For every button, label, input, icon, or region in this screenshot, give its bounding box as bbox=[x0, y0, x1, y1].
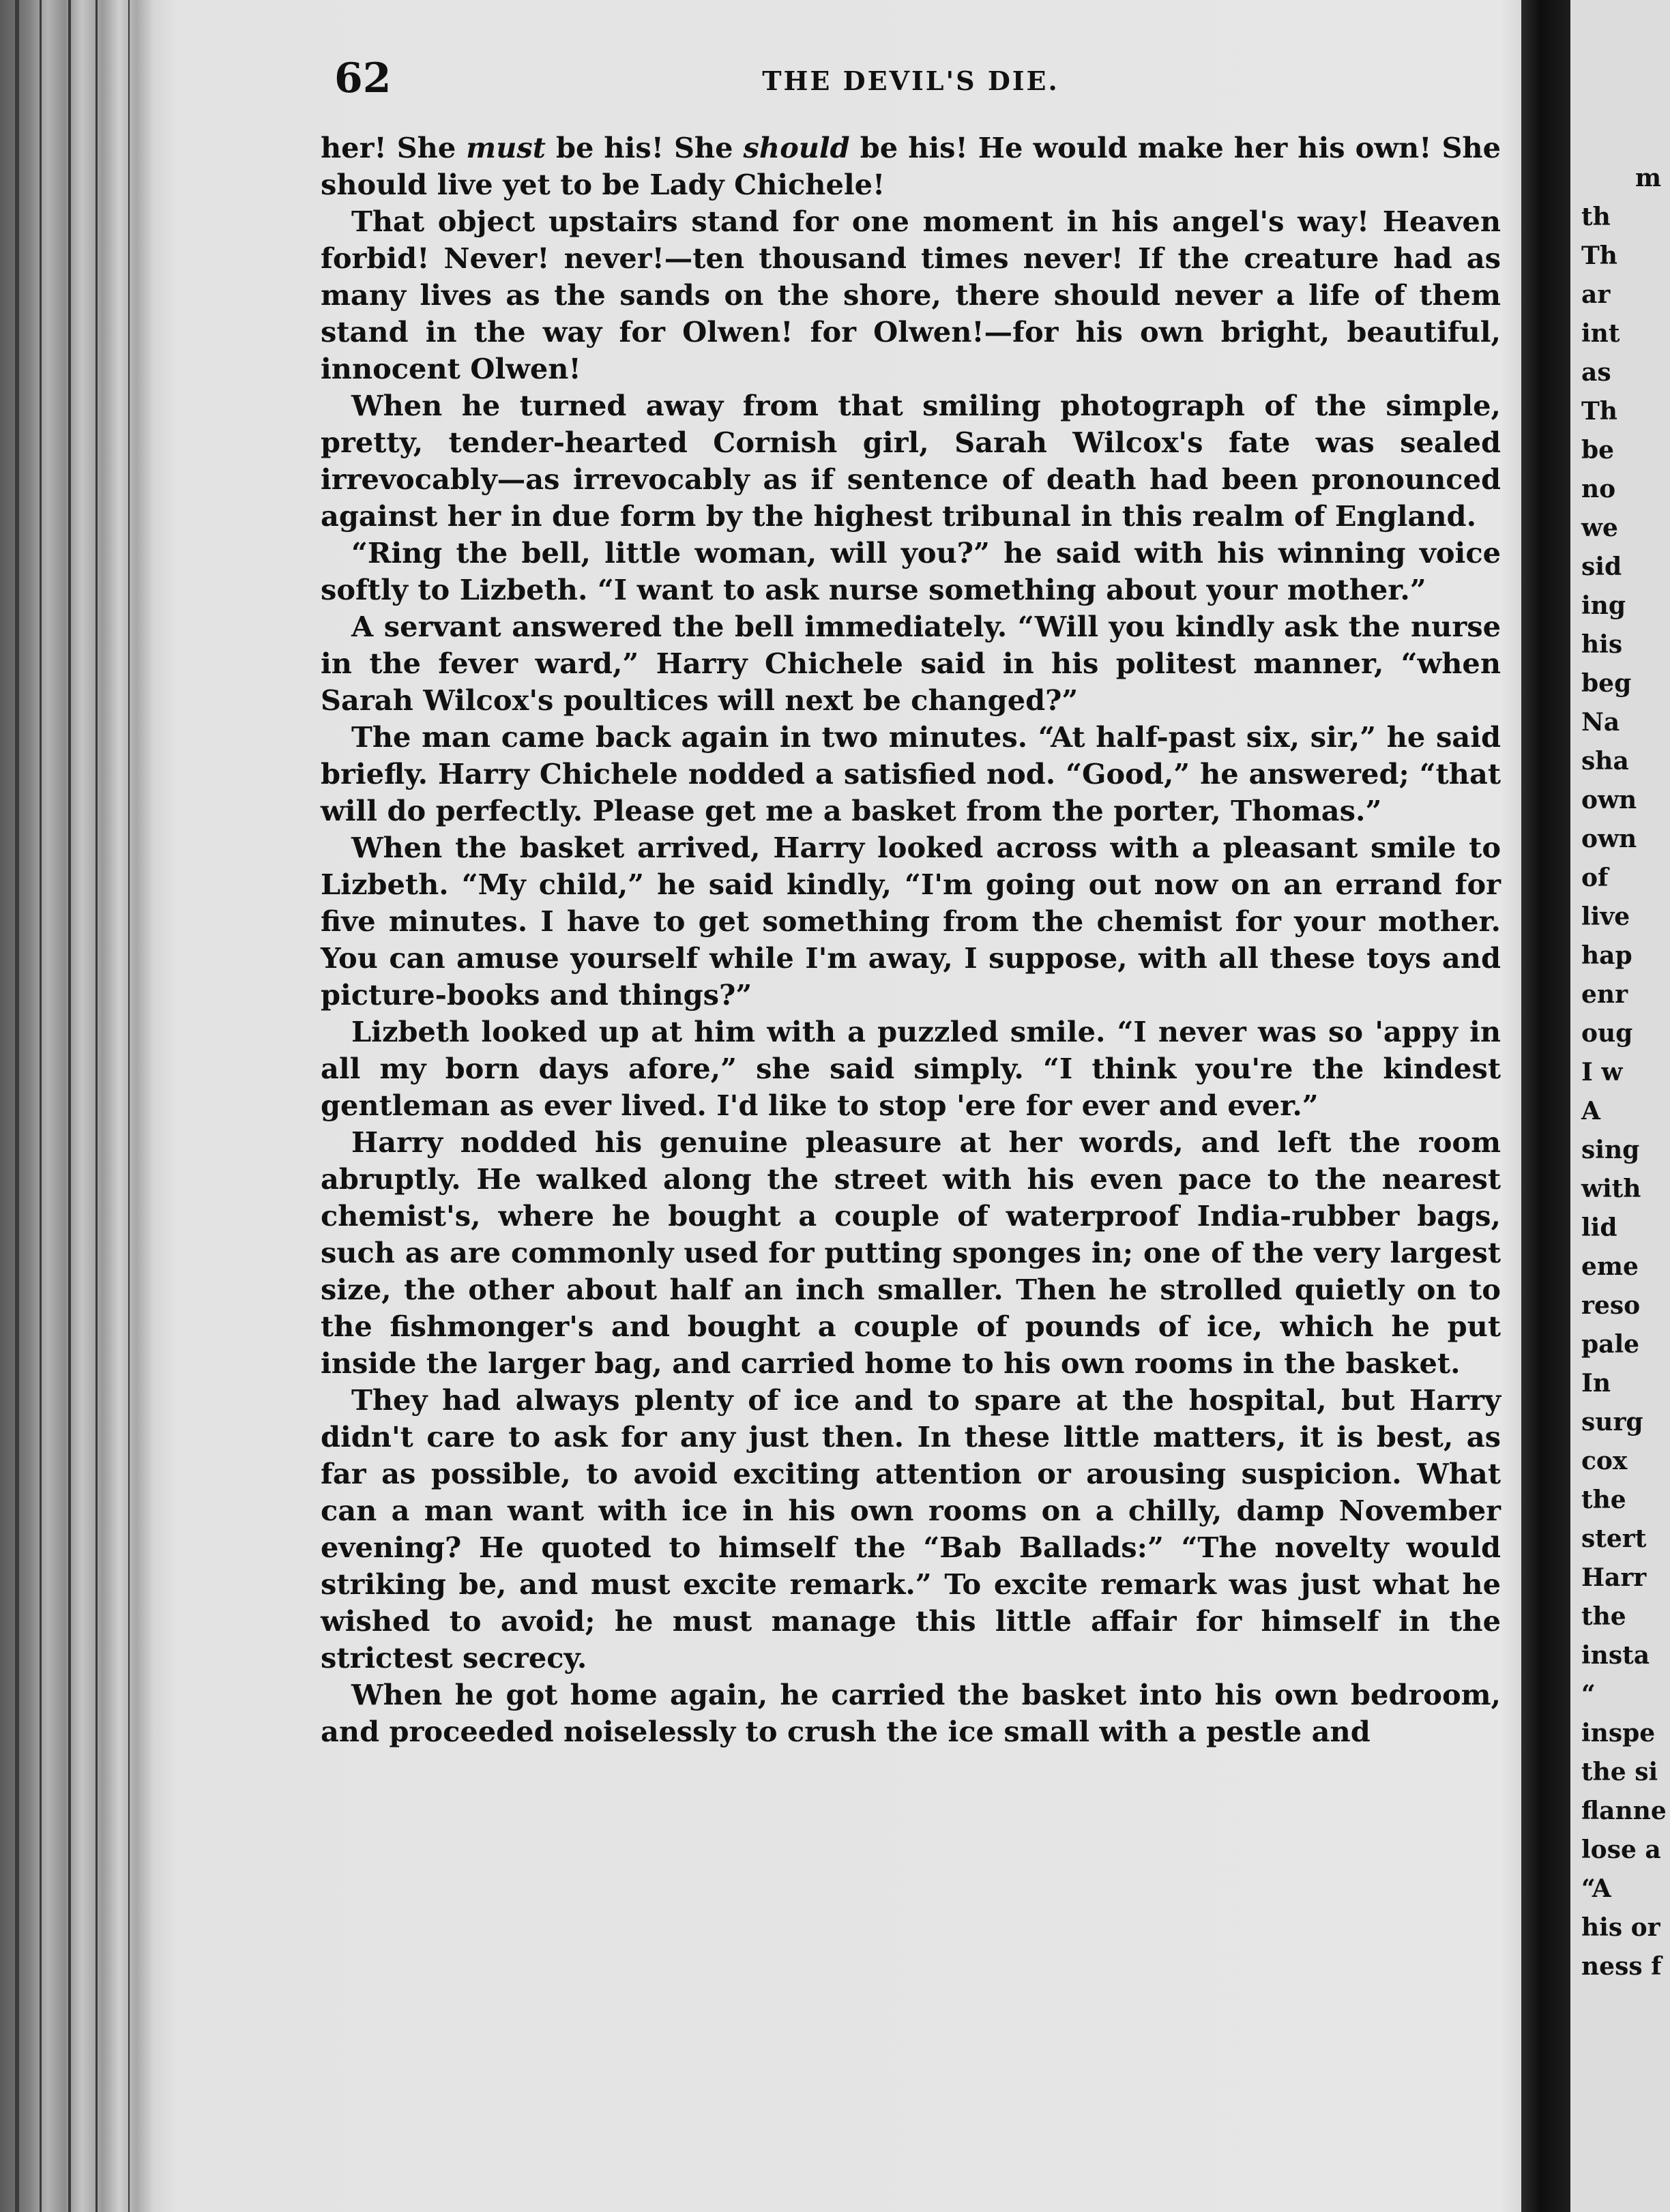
next-page-fragment: stert bbox=[1581, 1524, 1647, 1553]
next-page-fragment: no bbox=[1581, 475, 1616, 503]
paragraph: When he turned away from that smiling photograph of the simple, pretty, tender-hearted Cornish girl, Sarah Wilcox's fate was sealed irrevocably—as irrevocably as if sentence of death had been pronounced against her in due form by the highest tribunal in this realm of England. bbox=[321, 389, 1501, 533]
paragraph: They had always plenty of ice and to spare at the hospital, but Harry didn't care to ask for any just then. In these little matters, it is best, as far as possible, to avoid exciting attention or arousing suspicion. What can a man want with ice in his own rooms on a chilly, damp November evening? He quoted to himself the “Bab Ballads:” “The novelty would striking be, and must excite remark.” To excite remark was just what he wished to avoid; he must manage this little affair for himself in the strictest secrecy. bbox=[321, 1383, 1501, 1675]
next-page-fragment: the bbox=[1581, 1486, 1626, 1514]
next-page-fragment: lid bbox=[1581, 1213, 1617, 1242]
next-page-fragment: oug bbox=[1581, 1019, 1633, 1048]
next-page-fragment: surg bbox=[1581, 1408, 1643, 1436]
paragraph: her! She must be his! She should be his! He would make her his own! She should live yet to be Lady Chichele! bbox=[321, 131, 1501, 201]
next-page-fragment: we bbox=[1581, 514, 1618, 542]
next-page-edge bbox=[1570, 0, 1670, 2212]
paragraph: That object upstairs stand for one moment in his angel's way! Heaven forbid! Never! never!—ten thousand times never! If the creature had as many lives as the sands on the shore, there should never a life of them stand in the way for Olwen! for Olwen!—for his own bright, beautiful, innocent Olwen! bbox=[321, 205, 1501, 385]
paragraph: Lizbeth looked up at him with a puzzled smile. “I never was so 'appy in all my born days afore,” she said simply. “I think you're the kindest gentleman as ever lived. I'd like to stop 'ere for ever and ever.” bbox=[321, 1015, 1501, 1122]
next-page-fragment: with bbox=[1581, 1175, 1641, 1203]
next-page-fragment: ness f bbox=[1581, 1952, 1662, 1981]
next-page-fragment: the si bbox=[1581, 1758, 1658, 1786]
next-page-fragment: flanne bbox=[1581, 1797, 1667, 1825]
next-page-fragment: cox bbox=[1581, 1447, 1628, 1475]
spine-edge-line bbox=[128, 0, 130, 2212]
spine-edge-line bbox=[40, 0, 42, 2212]
next-page-fragment: th bbox=[1581, 203, 1611, 231]
paragraph: When the basket arrived, Harry looked across with a pleasant smile to Lizbeth. “My child,” he said kindly, “I'm going out now on an errand for five minutes. I have to get something from the chemist for your mother. You can amuse yourself while I'm away, I suppose, with all these toys and picture-books and things?” bbox=[321, 831, 1501, 1012]
spine-edge-line bbox=[68, 0, 71, 2212]
paragraph: “Ring the bell, little woman, will you?” he said with his winning voice softly to Lizbeth. “I want to ask nurse something about your mother.” bbox=[321, 536, 1501, 606]
next-page-fragment: “ bbox=[1581, 1680, 1596, 1709]
paragraph: A servant answered the bell immediately. “Will you kindly ask the nurse in the fever ward,” Harry Chichele said in his politest manner, “when Sarah Wilcox's poultices will next be changed?” bbox=[321, 610, 1501, 717]
next-page-fragment: sid bbox=[1581, 552, 1622, 581]
next-page-fragment: sing bbox=[1581, 1136, 1640, 1164]
next-page-fragment: ing bbox=[1581, 591, 1626, 620]
next-page-fragment: inspe bbox=[1581, 1719, 1656, 1748]
next-page-fragment: of bbox=[1581, 864, 1609, 892]
next-page-fragment: int bbox=[1581, 319, 1620, 348]
next-page-fragment: enr bbox=[1581, 980, 1628, 1009]
next-page-fragment: hap bbox=[1581, 941, 1632, 970]
next-page-fragment: own bbox=[1581, 825, 1637, 853]
running-title: THE DEVIL'S DIE. bbox=[762, 65, 1059, 96]
next-page-fragment: Th bbox=[1581, 397, 1617, 426]
page-number: 62 bbox=[334, 55, 392, 102]
next-page-fragment: live bbox=[1581, 902, 1630, 931]
next-page-fragment: m bbox=[1635, 164, 1662, 192]
spine-edge-line bbox=[15, 0, 19, 2212]
paragraph: When he got home again, he carried the basket into his own bedroom, and proceeded noiselessly to crush the ice small with a pestle and bbox=[321, 1678, 1501, 1748]
body-text bbox=[321, 130, 1501, 1750]
next-page-fragment: “A bbox=[1581, 1874, 1611, 1903]
book-gutter bbox=[1521, 0, 1570, 2212]
next-page-fragment: own bbox=[1581, 786, 1637, 814]
next-page-fragment: reso bbox=[1581, 1291, 1641, 1320]
next-page-fragment: In bbox=[1581, 1369, 1611, 1398]
next-page-fragment: I w bbox=[1581, 1058, 1623, 1087]
next-page-fragment: Harr bbox=[1581, 1563, 1647, 1592]
emphasis: should bbox=[743, 131, 850, 164]
spine-edge-line bbox=[96, 0, 98, 2212]
next-page-fragment: pale bbox=[1581, 1330, 1640, 1359]
page-header bbox=[321, 55, 1501, 130]
next-page-fragment: insta bbox=[1581, 1641, 1650, 1670]
next-page-fragment: beg bbox=[1581, 669, 1632, 698]
next-page-fragment: his bbox=[1581, 630, 1623, 659]
next-page-fragment: eme bbox=[1581, 1252, 1639, 1281]
next-page-fragment: the bbox=[1581, 1602, 1626, 1631]
book-page bbox=[321, 55, 1501, 1750]
next-page-fragment: Na bbox=[1581, 708, 1620, 737]
next-page-fragment: lose a bbox=[1581, 1835, 1661, 1864]
next-page-fragment: Th bbox=[1581, 241, 1617, 270]
paragraph: The man came back again in two minutes. “At half-past six, sir,” he said briefly. Harry Chichele nodded a satisfied nod. “Good,” he answered; “that will do perfectly. Please get me a basket from the porter, Thomas.” bbox=[321, 720, 1501, 827]
paragraph: Harry nodded his genuine pleasure at her words, and left the room abruptly. He walked along the street with his even pace to the nearest chemist's, where he bought a couple of waterproof India-rubber bags, such as are commonly used for putting sponges in; one of the very largest size, the other about half an inch smaller. Then he strolled quietly on to the fishmonger's and bought a couple of pounds of ice, which he put inside the larger bag, and carried home to his own rooms in the basket. bbox=[321, 1125, 1501, 1380]
next-page-fragment: be bbox=[1581, 436, 1615, 464]
next-page-fragment: his or bbox=[1581, 1913, 1660, 1942]
emphasis: must bbox=[466, 131, 546, 164]
next-page-fragment: ar bbox=[1581, 280, 1611, 309]
next-page-fragment: as bbox=[1581, 358, 1611, 387]
next-page-fragment: A bbox=[1581, 1097, 1600, 1125]
next-page-fragment: sha bbox=[1581, 747, 1629, 776]
